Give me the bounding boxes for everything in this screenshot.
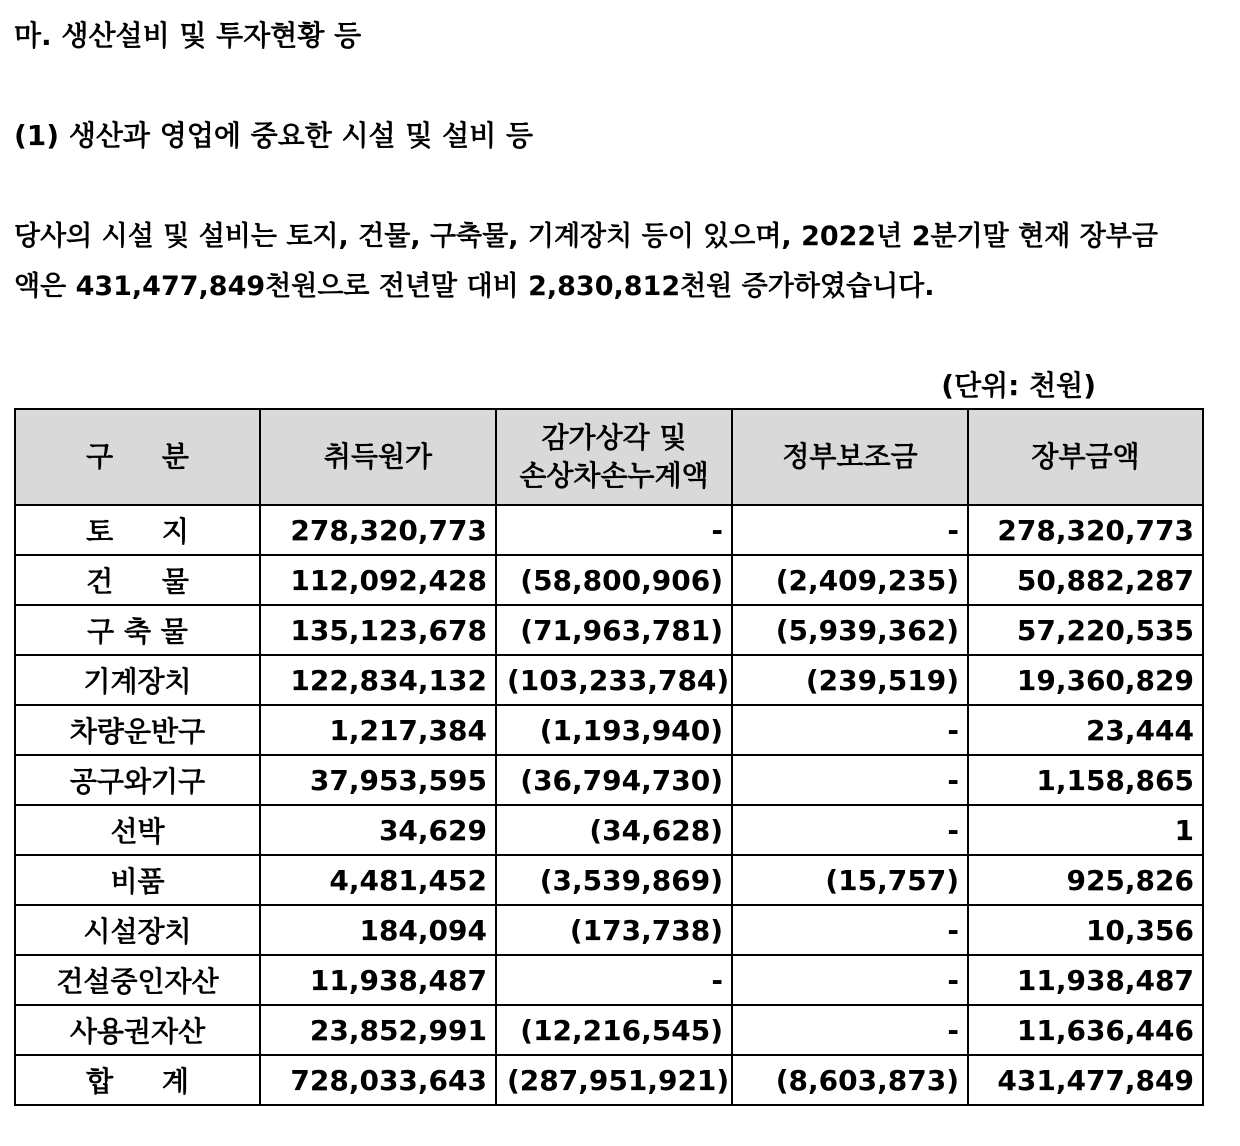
table-row	[15, 955, 1203, 1005]
table-row	[15, 505, 1203, 555]
cell-acquisition: 11,938,487	[260, 955, 496, 1005]
table-row	[15, 905, 1203, 955]
cell-book-value: 1,158,865	[968, 755, 1203, 805]
cell-subsidy: -	[732, 1005, 968, 1055]
cell-depreciation: (103,233,784)	[496, 655, 732, 705]
cell-depreciation: -	[496, 955, 732, 1005]
cell-category: 비품	[15, 855, 260, 905]
cell-book-value: 11,938,487	[968, 955, 1203, 1005]
cell-book-value: 431,477,849	[968, 1055, 1203, 1105]
cell-subsidy: -	[732, 755, 968, 805]
table-row	[15, 805, 1203, 855]
cell-acquisition: 37,953,595	[260, 755, 496, 805]
description-line-1: 당사의 시설 및 설비는 토지, 건물, 구축물, 기계장치 등이 있으며, 2022년 2분기말 현재 장부금	[14, 221, 1158, 252]
cell-depreciation: (287,951,921)	[496, 1055, 732, 1105]
table-row	[15, 755, 1203, 805]
cell-category: 건설중인자산	[15, 955, 260, 1005]
cell-category: 토 지	[15, 505, 260, 555]
cell-acquisition: 23,852,991	[260, 1005, 496, 1055]
table-row	[15, 1005, 1203, 1055]
cell-subsidy: -	[732, 805, 968, 855]
header-accumulated-depreciation	[496, 409, 732, 505]
cell-book-value: 23,444	[968, 705, 1203, 755]
cell-subsidy: (239,519)	[732, 655, 968, 705]
cell-category: 합 계	[15, 1055, 260, 1105]
cell-subsidy: -	[732, 905, 968, 955]
table-row	[15, 705, 1203, 755]
cell-subsidy: (15,757)	[732, 855, 968, 905]
cell-depreciation: (34,628)	[496, 805, 732, 855]
cell-book-value: 1	[968, 805, 1203, 855]
cell-subsidy: -	[732, 955, 968, 1005]
cell-book-value: 57,220,535	[968, 605, 1203, 655]
cell-acquisition: 112,092,428	[260, 555, 496, 605]
cell-depreciation: (58,800,906)	[496, 555, 732, 605]
subsection-heading: (1) 생산과 영업에 중요한 시설 및 설비 등	[14, 119, 534, 152]
description-line-2: 액은 431,477,849천원으로 전년말 대비 2,830,812천원 증가하였습니다.	[14, 271, 935, 302]
cell-category: 공구와기구	[15, 755, 260, 805]
table-header-row	[15, 409, 1203, 505]
cell-depreciation: -	[496, 505, 732, 555]
cell-book-value: 50,882,287	[968, 555, 1203, 605]
cell-category: 기계장치	[15, 655, 260, 705]
cell-depreciation: (12,216,545)	[496, 1005, 732, 1055]
header-depreciation-line-2: 손상차손누계액	[519, 459, 709, 492]
cell-book-value: 925,826	[968, 855, 1203, 905]
cell-book-value: 19,360,829	[968, 655, 1203, 705]
table-row	[15, 855, 1203, 905]
cell-depreciation: (36,794,730)	[496, 755, 732, 805]
cell-acquisition: 728,033,643	[260, 1055, 496, 1105]
cell-acquisition: 1,217,384	[260, 705, 496, 755]
cell-acquisition: 34,629	[260, 805, 496, 855]
cell-category: 사용권자산	[15, 1005, 260, 1055]
cell-depreciation: (173,738)	[496, 905, 732, 955]
facilities-table	[14, 408, 1204, 1106]
cell-acquisition: 4,481,452	[260, 855, 496, 905]
cell-subsidy: (8,603,873)	[732, 1055, 968, 1105]
header-government-subsidy: 정부보조금	[732, 409, 968, 505]
table-row	[15, 605, 1203, 655]
cell-acquisition: 135,123,678	[260, 605, 496, 655]
cell-depreciation: (1,193,940)	[496, 705, 732, 755]
cell-acquisition: 122,834,132	[260, 655, 496, 705]
header-acquisition-cost: 취득원가	[260, 409, 496, 505]
header-category: 구 분	[15, 409, 260, 505]
cell-category: 시설장치	[15, 905, 260, 955]
cell-book-value: 278,320,773	[968, 505, 1203, 555]
cell-subsidy: (2,409,235)	[732, 555, 968, 605]
table-total-row	[15, 1055, 1203, 1105]
table-row	[15, 555, 1203, 605]
cell-depreciation: (71,963,781)	[496, 605, 732, 655]
cell-subsidy: -	[732, 505, 968, 555]
cell-subsidy: -	[732, 705, 968, 755]
cell-category: 선박	[15, 805, 260, 855]
cell-category: 구 축 물	[15, 605, 260, 655]
cell-subsidy: (5,939,362)	[732, 605, 968, 655]
cell-depreciation: (3,539,869)	[496, 855, 732, 905]
cell-book-value: 10,356	[968, 905, 1203, 955]
table-body	[15, 505, 1203, 1105]
cell-acquisition: 184,094	[260, 905, 496, 955]
cell-category: 차량운반구	[15, 705, 260, 755]
header-depreciation-line-1: 감가상각 및	[541, 421, 687, 454]
cell-book-value: 11,636,446	[968, 1005, 1203, 1055]
section-heading: 마. 생산설비 및 투자현황 등	[14, 19, 362, 52]
header-book-value: 장부금액	[968, 409, 1203, 505]
unit-label: (단위: 천원)	[941, 369, 1096, 402]
table-row	[15, 655, 1203, 705]
cell-acquisition: 278,320,773	[260, 505, 496, 555]
cell-category: 건 물	[15, 555, 260, 605]
